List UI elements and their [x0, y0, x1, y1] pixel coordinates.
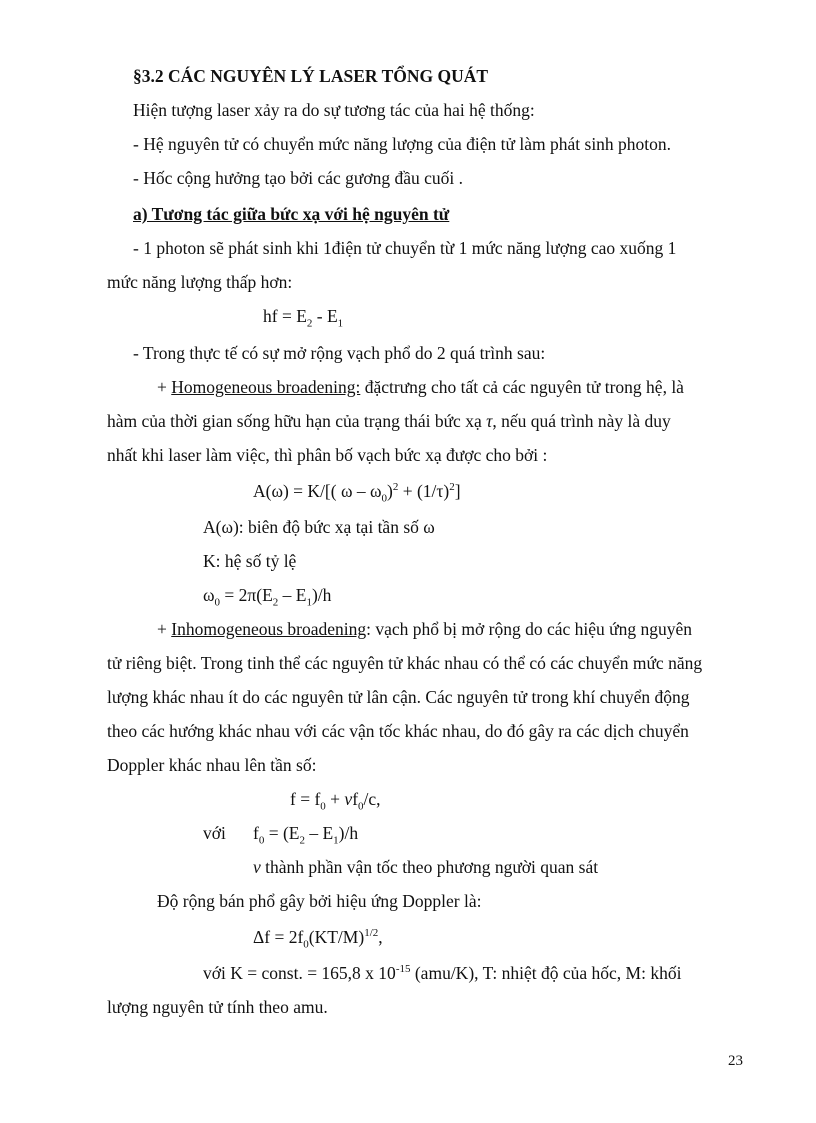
equation-hf: hf = $E_2 - E_1$ — [263, 306, 344, 330]
paragraph-line: lượng nguyên tử tính theo amu. — [107, 997, 328, 1017]
list-item: - Hốc cộng hưởng tạo bởi các gương đầu cuối . — [133, 168, 464, 188]
list-item: - Hệ nguyên tử có chuyển mức năng lượng của điện tử làm phát sinh photon. — [133, 134, 672, 154]
page-number: 23 — [728, 1053, 743, 1069]
paragraph-line: theo các hướng khác nhau với các vận tốc khác nhau, do đó gây ra các dịch chuyển — [107, 721, 689, 741]
paragraph-line: hàm của thời gian sống hữu hạn của trạng thái bức xạ τ, nếu quá trình này là duy — [107, 411, 671, 431]
equation-A-omega: A(ω) = K/[( $\omega - \omega_0)^2 + (1/\tau)^2$] — [253, 481, 461, 505]
paragraph-line: + Homogeneous broadening: đặctrưng cho tất cả các nguyên tử trong hệ, là — [157, 377, 684, 397]
definition-line: A(ω): biên độ bức xạ tại tần số ω — [203, 517, 435, 537]
equation-doppler-f: $f = f_0 + vf_0/c$, — [290, 789, 381, 813]
term-inhomogeneous: Inhomogeneous broadening — [171, 619, 367, 639]
paragraph-line: Doppler khác nhau lên tần số: — [107, 755, 317, 775]
paragraph-line: mức năng lượng thấp hơn: — [107, 272, 293, 292]
equation-delta-f: $\Delta f = 2f_0(KT/M)^{1/2}$, — [253, 927, 383, 951]
intro-paragraph: Hiện tượng laser xảy ra do sự tương tác của hai hệ thống: — [133, 100, 535, 120]
paragraph-line: với K = const. = 165,8 x $10^{-15}$ (amu/K), T: nhiệt độ của hốc, M: khối — [203, 963, 682, 983]
definition-line: $\omega_0 = 2\pi(E_2 - E_1)/h$ — [203, 585, 332, 609]
term-homogeneous: Homogeneous broadening: — [171, 377, 361, 397]
paragraph-line: - 1 photon sẽ phát sinh khi 1điện tử chuyển từ 1 mức năng lượng cao xuống 1 — [133, 238, 677, 258]
paragraph-line: tử riêng biệt. Trong tinh thể các nguyên tử khác nhau có thể có các chuyển mức năng — [107, 653, 703, 673]
paragraph-line: - Trong thực tế có sự mở rộng vạch phổ do 2 quá trình sau: — [133, 343, 546, 363]
definition-line: v thành phần vận tốc theo phương người quan sát — [253, 857, 599, 877]
definition-line: K: hệ số tỷ lệ — [203, 551, 297, 571]
paragraph-line: nhất khi laser làm việc, thì phân bố vạch bức xạ được cho bởi : — [107, 445, 548, 465]
section-heading: §3.2 CÁC NGUYÊN LÝ LASER TỔNG QUÁT — [133, 66, 489, 86]
paragraph-line: Độ rộng bán phổ gây bởi hiệu ứng Doppler là: — [157, 891, 482, 911]
with-label: với — [203, 823, 226, 843]
paragraph-line: + Inhomogeneous broadening: vạch phổ bị mở rộng do các hiệu ứng nguyên — [157, 619, 693, 639]
paragraph-line: lượng khác nhau ít do các nguyên tử lân cận. Các nguyên tử trong khí chuyển động — [107, 687, 690, 707]
subheading-a: a) Tương tác giữa bức xạ với hệ nguyên tử — [133, 204, 450, 224]
equation-f0: $f_0 = (E_2 - E_1)/h$ — [253, 823, 359, 847]
